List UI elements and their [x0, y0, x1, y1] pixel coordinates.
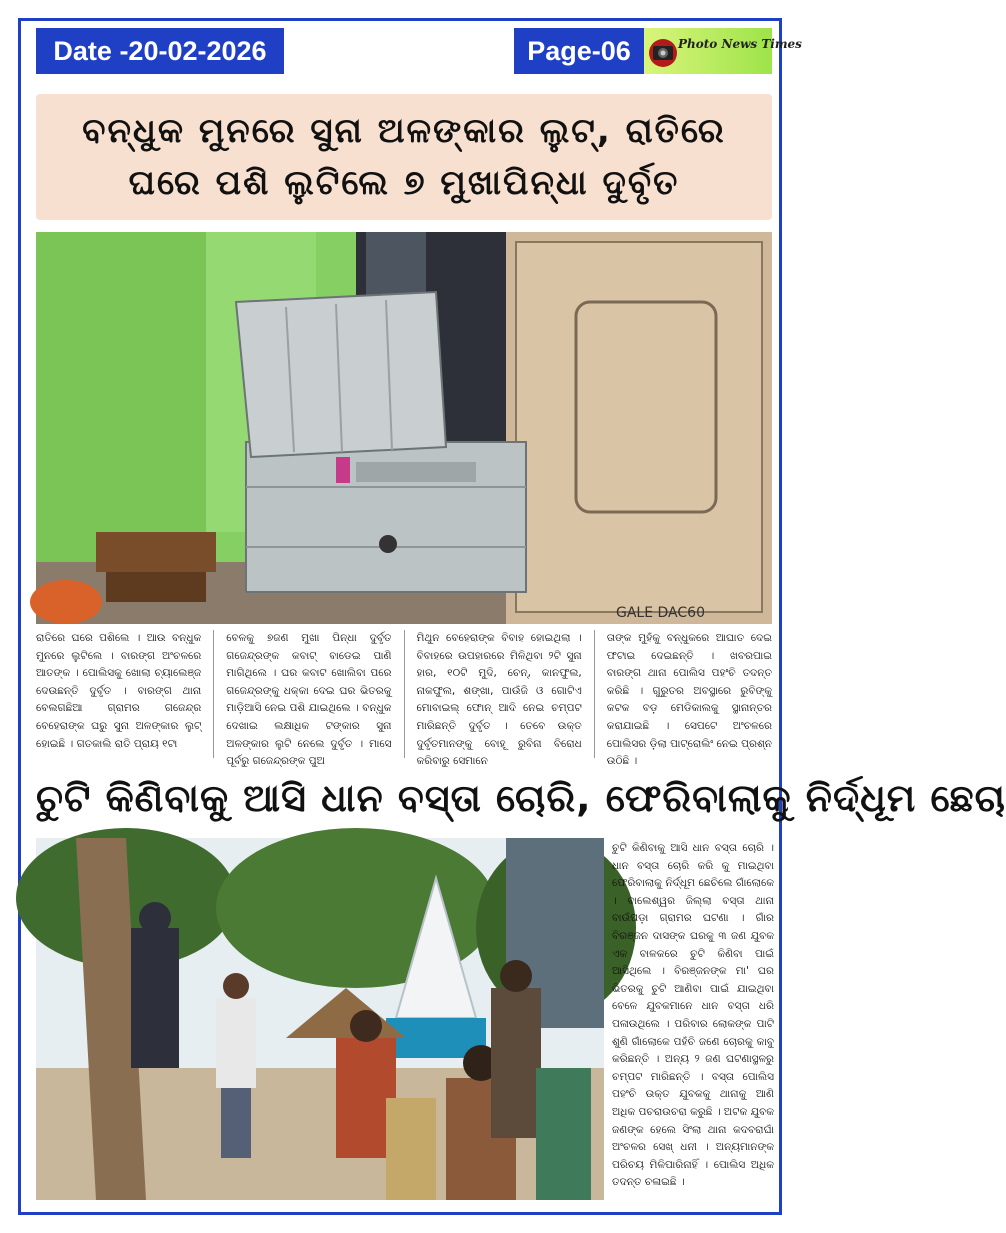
logo-text: Photo News Times	[678, 37, 802, 51]
story2-body: ଚୁଟି କିଣିବାକୁ ଆସି ଧାନ ବସ୍ତା ଚୋରି । ଧାନ ବସ୍ତା ଚୋରି କରି କୁ ମାଇଥିବା ଫେରିବାଲାକୁ ନିର୍ଦ୍ଧୂମ ଛେଚିଲେ ଗାଁଲୋକେ । ବାଲେଶ୍ୱର ଜିଲ୍ଲା ବସ୍ତା ଥାନା ବାଉଁପଡ଼ା ଗ୍ରାମର ଘଟଣା । ଗାଁର ବିରଞ୍ଜନ ଦାସଙ୍କ ଘରକୁ ୩ ଜଣ ଯୁବକ ଏକ ବାଳକରେ ଚୁଟି କିଣିବା ପାଇଁ ଆସିଥିଲେ । ବିରଞ୍ଜନଙ୍କ ମା' ଘର ଭିତରକୁ ଚୁଟି ଆଣିବା ପାଇଁ ଯାଇଥିବା ବେଳେ ଯୁବକମାନେ ଧାନ ବସ୍ତା ଧରି ପଳାଉଥିଲେ । ପରିବାର ଲୋକଙ୍କ ପାଟି ଶୁଣି ଗାଁଲୋକେ ପହଁଚି ଜଣେ ଚୋରକୁ କାବୁ କରିଛନ୍ତି । ଅନ୍ୟ ୨ ଜଣ ଘଟଣାସ୍ଥଳରୁ ଚମ୍ପଟ ମାରିଛନ୍ତି । ବସ୍ତା ପୋଲିସ ପହଂଚି ଉକ୍ତ ଯୁବକକୁ ଥାନାକୁ ଆଣି ଅଧିକ ପଚରାଉଚରା କରୁଛି । ଅଟକ ଯୁବକ ଜଣଙ୍କ ହେଲେ ସିଂଲା ଥାନା କଦବରାଘାଁ ଅଂଚଳର ସେଖ୍ ଧନୀ । ଅନ୍ୟମାନଙ୍କ ପରିଚୟ ମିଳିପାରିନାହିଁ । ପୋଲିସ ଅଧିକ ତଦନ୍ତ ଚଳାଇଛି ।	[612, 842, 774, 1189]
story1-column: ବେଳକୁ ୭ଜଣ ମୁଖା ପିନ୍ଧା ଦୁର୍ବୃତ ଗଜେନ୍ଦ୍ରଙ୍କ କବାଟ୍ ବାଡେଇ ପାଣି ମାଗିଥିଲେ । ଘର କବାଟ ଖୋଲିବା ପରେ ଗଜେନ୍ଦ୍ରଙ୍କୁ ଧକ୍କା ଦେଇ ଘର ଭିତରକୁ ମାଡ଼ିଆସି ନେଇ ପଶି ଯାଇଥିଲେ । ବନ୍ଧୁକ ଦେଖାଇ ଲକ୍ଷାଧିକ ଟଙ୍କାର ସୁନା ଅଳଙ୍କାର ଲୁଟି ନେଲେ ଦୁର୍ବୃତ । ମାସେ ପୂର୍ବରୁ ଗଜେନ୍ଦ୍ରଙ୍କ ପୁଅ	[226, 632, 392, 768]
column-divider	[213, 630, 214, 758]
story2-photo	[36, 838, 604, 1200]
story1-column: ରାତିରେ ଘରେ ପଶିଲେ । ଆଉ ବନ୍ଧୁକ ମୁନରେ ଲୁଟିଲେ । ବାରଙ୍ଗ ଅଂଚଳରେ ଆତଙ୍କ । ପୋଲିସକୁ ଖୋଲା ଚ୍ୟାଲେଞ୍ଜ ଦେଉଛନ୍ତି ଦୁର୍ବୃତ । ବାରଙ୍ଗ ଥାନା ବେଲଗଛିଆ ଗ୍ରାମର ଗଜେନ୍ଦ୍ର ବେହେରାଙ୍କ ଘରୁ ସୁନା ଅଳଙ୍କାର ଲୁଟ୍ ହୋଇଛି । ଗତକାଲି ରାତି ପ୍ରାୟ ୧ଟା	[36, 632, 202, 750]
story1-headline-line2: ଘରେ ପଶି ଲୁଟିଲେ ୭ ମୁଖାପିନ୍ଧା ଦୁର୍ବୃତ	[128, 163, 680, 203]
story1-body	[36, 630, 772, 768]
story1-headline-line1: ବନ୍ଧୁକ ମୁନରେ ସୁନା ଅଳଙ୍କାର ଲୁଟ୍, ରାତିରେ	[82, 111, 726, 151]
column-divider	[594, 630, 595, 758]
page-number-label: Page-06	[514, 28, 644, 74]
column-divider	[404, 630, 405, 758]
camera-icon	[646, 31, 680, 71]
story2-headline: ଚୁଟି କିଣିବାକୁ ଆସି ଧାନ ବସ୍ତା ଚୋରି, ଫେରିବାଲାକୁ ନିର୍ଦ୍ଧୂମ ଛେଚା	[36, 776, 1006, 820]
story1-photo	[36, 232, 772, 624]
story1-column: ତାଙ୍କ ମୁହଁକୁ ବନ୍ଧୁକରେ ଆଘାତ ଦେଇ ଫଟାଇ ଦେଇଛନ୍ତି । ଖବରପାଇ ବାରଙ୍ଗ ଥାନା ପୋଲିସ ପହଂଚି ତଦନ୍ତ କରିଛି । ଗୁରୁତର ଅବସ୍ଥାରେ ରୁବିଙ୍କୁ କଟକ ବଡ଼ ମେଡିକାଲକୁ ସ୍ଥାନାନ୍ତର କରାଯାଇଛି । ସେପଟେ ଅଂଚଳରେ ପୋଲିସର ଡ଼ିଲା ପାଟ୍ରୋଲିଂ ନେଇ ପ୍ରଶ୍ନ ଉଠିଛି ।	[606, 632, 772, 768]
publication-logo	[644, 28, 802, 74]
story1-headline	[36, 94, 772, 220]
box-brand-label: GALE DAC60	[616, 605, 705, 621]
date-label: Date -20-02-2026	[36, 28, 284, 74]
story1-column: ମିଥୁନ ବେହେରାଙ୍କ ବିବାହ ହୋଇଥିଲା । ବିବାହରେ ଉପହାରରେ ମିଳିଥିବା ୨ଟି ସୁନା ହାର, ୧୦ଟି ମୁଦି, ଚେନ୍, କାନଫୁଲ, ନାକଫୁଲ, ଶଙ୍ଖା, ପାଉଁଜି ଓ ଗୋଟିଏ ମୋବାଇଲ୍ ଫୋନ୍ ଆଦି ନେଇ ଚମ୍ପଟ ମାରିଛନ୍ତି ଦୁର୍ବୃତ । ତେବେ ଉକ୍ତ ଦୁର୍ବୃତମାନଙ୍କୁ ବୋହୂ ରୁବିନା ବିରୋଧ କରିବାରୁ ସେମାନେ	[416, 632, 582, 768]
